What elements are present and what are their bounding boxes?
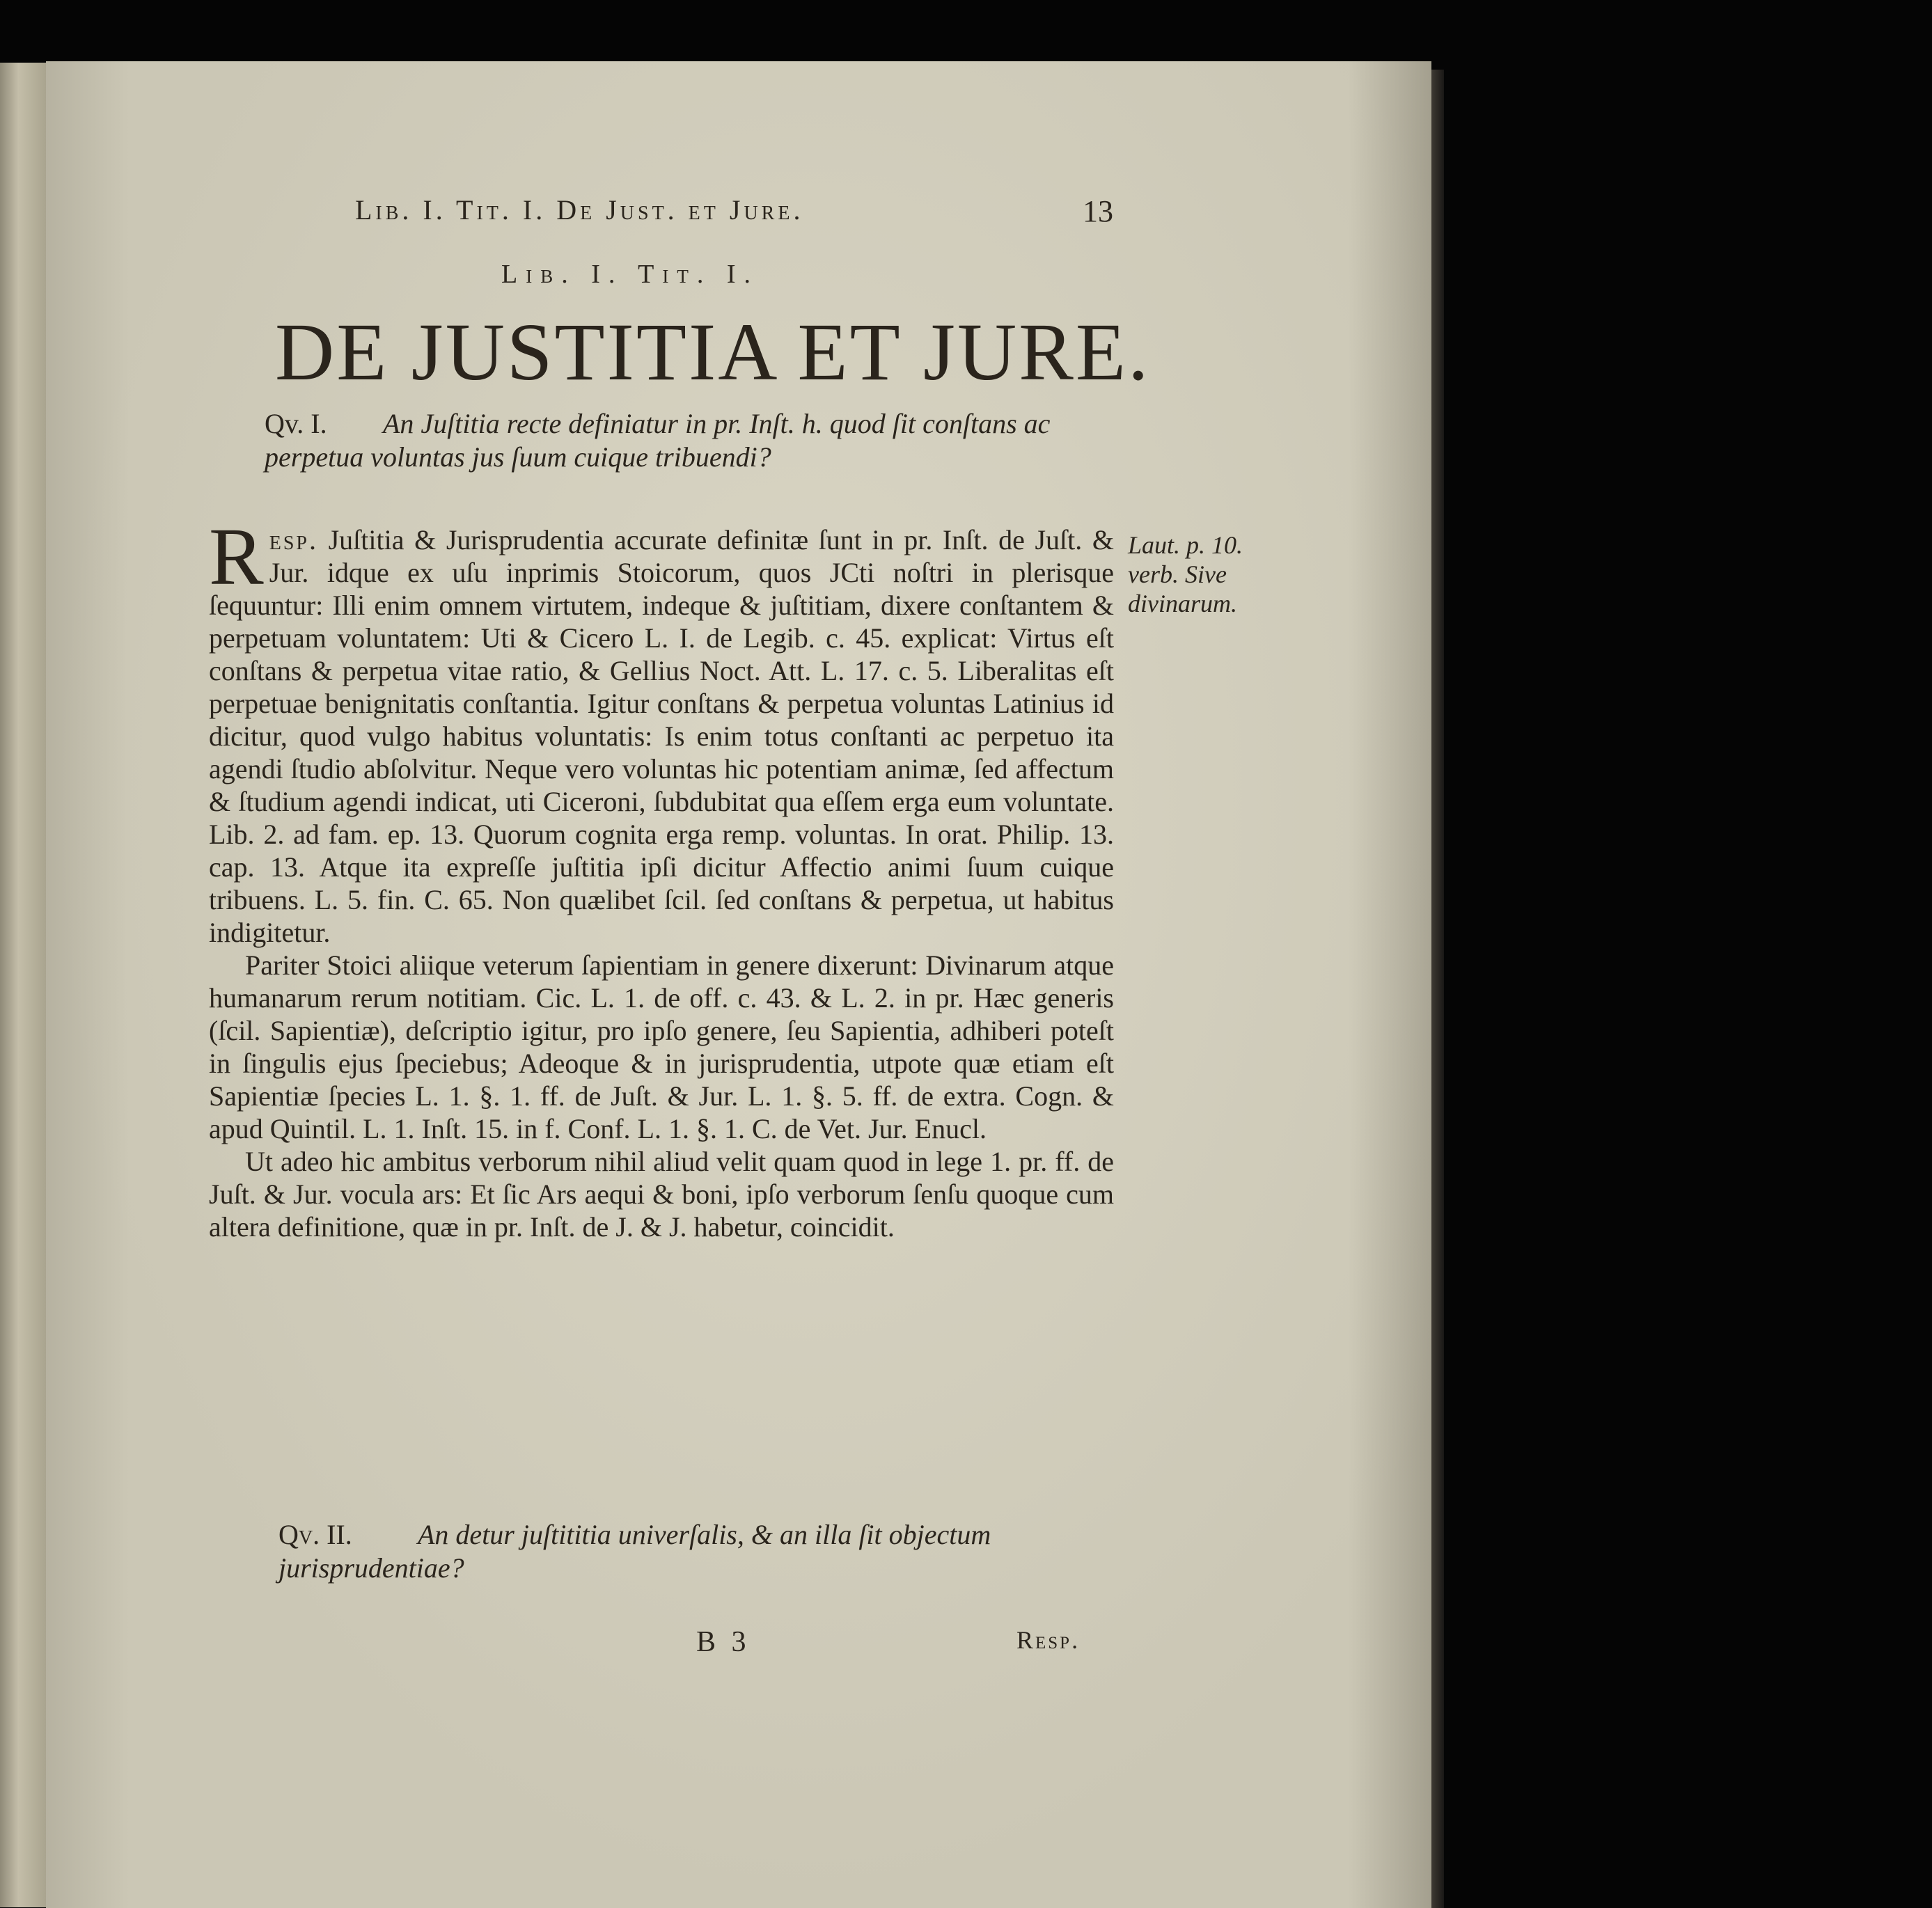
question-two-text: An detur juſtititia univerſalis, & an illa ſit objectum jurisprudentiae?	[278, 1519, 991, 1584]
paragraph-1-text: Juſtitia & Jurisprudentia accurate definitæ ſunt in pr. Inſt. de Juſt. & Jur. idque ex uſu inprimis Stoicorum, quos JCti noſtri in plerisque ſequuntur: Illi enim omnem virtutem, indeque & juſtitiam, dixere conſtantem & perpetuam voluntatem: Uti & Cicero L. I. de Legib. c. 45. explicat: Virtus eſt conſtans & perpetua vitae ratio, & Gellius Noct. Att. L. 17. c. 5. Liberalitas eſt perpetuae benignitatis conſtantia. Igitur conſtans & perpetua voluntas Latinius id dicitur, quod vulgo habitus voluntatis: Is enim totus conſtanti ac perpetuo ita agendi ſtudio abſolvitur. Neque vero voluntas hic potentiam animæ, ſed affectum & ſtudium agendi indicat, uti Ciceroni, ſubdubitat qua eſſem erga eum voluntate. Lib. 2. ad fam. ep. 13. Quorum cognita erga remp. voluntas. In orat. Philip. 13. cap. 13. Atque ita expreſſe juſtitia ipſi dicitur Affectio animi ſuum cuique tribuens. L. 5. fin. C. 65. Non quælibet ſcil. ſed conſtans & perpetua, ut habitus indigitetur.	[209, 524, 1115, 948]
paragraph-2: Pariter Stoici aliique veterum ſapientiam in genere dixerunt: Divinarum atque humanarum rerum notitiam. Cic. L. 1. de off. c. 43. & L. 2. in pr. Hæc generis (ſcil. Sapientiæ), deſcriptio igitur, pro ipſo genere, ſeu Sapientia, adhiberi poteſt in ſingulis ejus ſpeciebus; Adeoque & in jurisprudentia, utpote quæ etiam eſt Sapientiæ ſpecies L. 1. §. 1. ff. de Juſt. & Jur. L. 1. §. 5. ff. de extra. Cogn. & apud Quintil. L. 1. Inſt. 15. in f. Conf. L. 1. §. 1. C. de Vet. Jur. Enucl.	[209, 949, 1114, 1144]
catchword: Resp.	[1016, 1626, 1081, 1654]
resp-label: esp.	[269, 524, 318, 555]
page-edge-shadow	[1431, 70, 1444, 1908]
left-page-edge	[0, 63, 46, 1907]
question-one	[265, 407, 1079, 474]
running-head: Lib. I. Tit. I. De Just. et Jure.	[355, 194, 804, 226]
page-title: DE JUSTITIA ET JURE.	[275, 306, 1151, 397]
question-one-label: Qv. I.	[265, 408, 327, 439]
question-two	[278, 1518, 1044, 1585]
question-two-label: Qv. II.	[278, 1519, 352, 1550]
question-one-text: An Juſtitia recte definiatur in pr. Inſt. h. quod ſit conſtans ac perpetua voluntas jus ſuum cuique tribuendi?	[265, 408, 1051, 473]
margin-note: Laut. p. 10. verb. Sive divinarum.	[1128, 531, 1243, 617]
paragraph-3: Ut adeo hic ambitus verborum nihil aliud velit quam quod in lege 1. pr. ff. de Juſt. & Jur. vocula ars: Et ſic Ars aequi & boni, ipſo verborum ſenſu quoque cum altera definitione, quæ in pr. Inſt. de J. & J. habetur, coincidit.	[209, 1146, 1114, 1243]
body-text	[209, 511, 1115, 1243]
signature-mark: B 3	[696, 1626, 751, 1658]
page-number: 13	[1083, 194, 1113, 228]
paragraph-1	[209, 511, 1115, 949]
section-subtitle: Lib. I. Tit. I.	[501, 260, 760, 289]
drop-cap: R	[209, 511, 264, 602]
